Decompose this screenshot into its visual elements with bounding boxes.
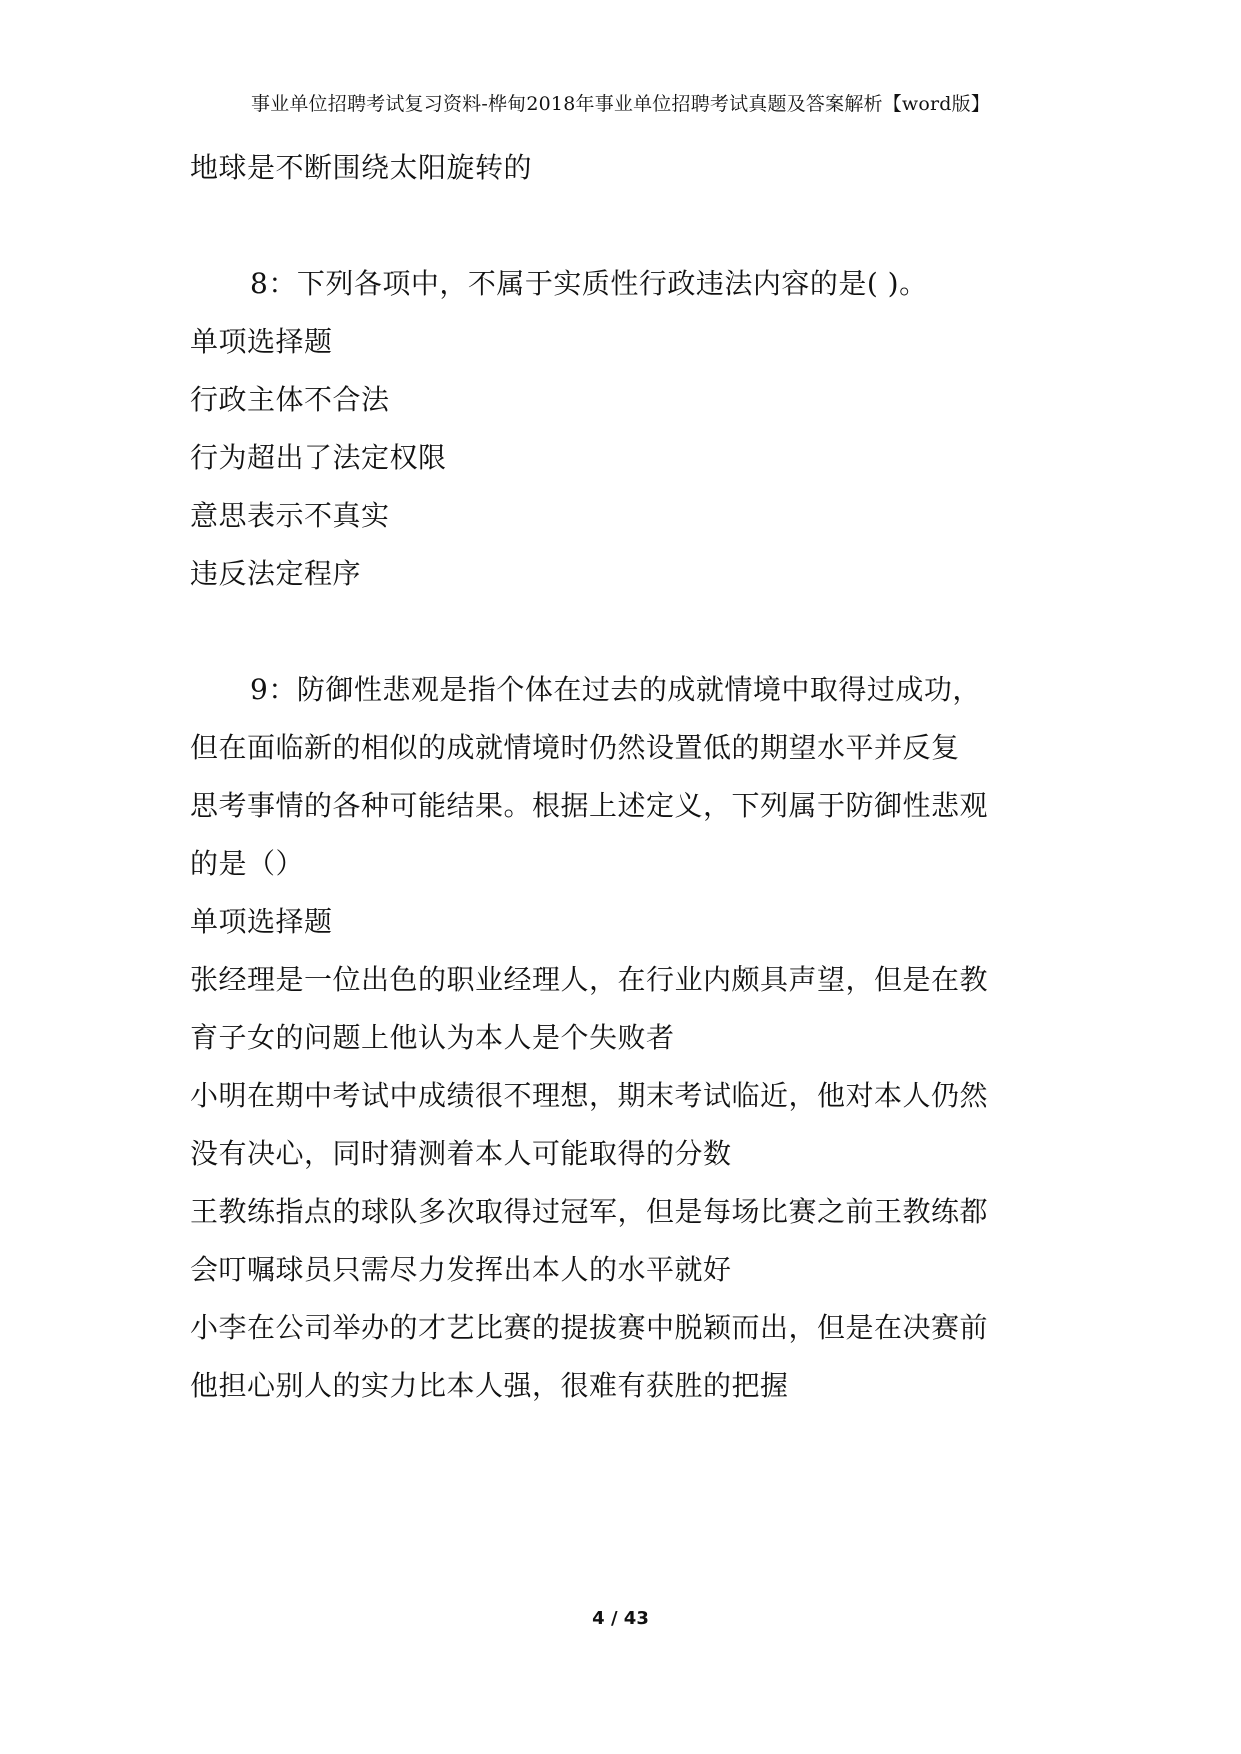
question-8-stem: 8：下列各项中，不属于实质性行政违法内容的是( )。 (250, 267, 928, 300)
question-9-stem-line-1: 9：防御性悲观是指个体在过去的成就情境中取得过成功， (250, 673, 981, 706)
question-8-option-4: 违反法定程序 (190, 557, 362, 590)
question-9-type: 单项选择题 (190, 905, 333, 938)
question-9-option-4-line-2: 他担心别人的实力比本人强，很难有获胜的把握 (190, 1369, 789, 1402)
question-8-option-1: 行政主体不合法 (190, 383, 390, 416)
question-9-option-1-line-1: 张经理是一位出色的职业经理人，在行业内颇具声望，但是在教 (190, 963, 989, 996)
question-9-stem-line-4: 的是（） (190, 847, 305, 880)
question-8-option-2: 行为超出了法定权限 (190, 441, 447, 474)
previous-option-tail: 地球是不断围绕太阳旋转的 (190, 151, 533, 184)
question-9-option-3-line-2: 会叮嘱球员只需尽力发挥出本人的水平就好 (190, 1253, 732, 1286)
page-number: 4 / 43 (592, 1608, 649, 1629)
question-9-option-1-line-2: 育子女的问题上他认为本人是个失败者 (190, 1021, 675, 1054)
question-9-option-2-line-1: 小明在期中考试中成绩很不理想，期末考试临近，他对本人仍然 (190, 1079, 989, 1112)
question-8-option-3: 意思表示不真实 (190, 499, 390, 532)
question-9-option-2-line-2: 没有决心，同时猜测着本人可能取得的分数 (190, 1137, 732, 1170)
question-9-stem-line-3: 思考事情的各种可能结果。根据上述定义，下列属于防御性悲观 (190, 789, 989, 822)
question-8-type: 单项选择题 (190, 325, 333, 358)
question-9-option-4-line-1: 小李在公司举办的才艺比赛的提拔赛中脱颖而出，但是在决赛前 (190, 1311, 989, 1344)
question-9-stem-line-2: 但在面临新的相似的成就情境时仍然设置低的期望水平并反复 (190, 731, 960, 764)
page-header: 事业单位招聘考试复习资料-桦甸2018年事业单位招聘考试真题及答案解析【word版】 (250, 93, 991, 115)
question-9-option-3-line-1: 王教练指点的球队多次取得过冠军，但是每场比赛之前王教练都 (190, 1195, 989, 1228)
